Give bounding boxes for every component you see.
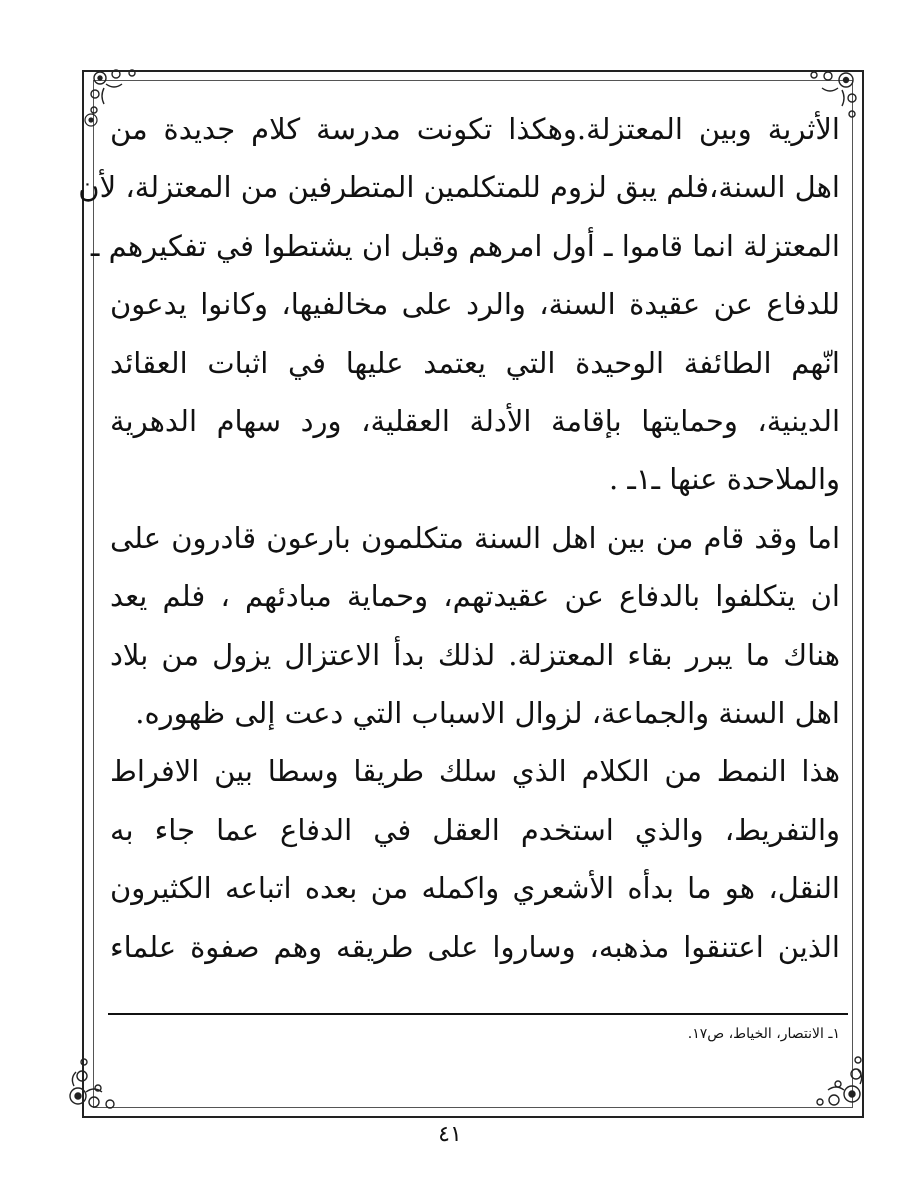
text-line: اهل السنة والجماعة، لزوال الاسباب التي دعت إلى ظهوره. [135,696,840,731]
body-text [78,100,840,976]
ornament-side-icon [76,105,106,135]
text-line: اما وقد قام من بين اهل السنة متكلمون بارعون قادرون على [110,520,840,555]
paragraph [110,509,840,976]
text-line: النقل، هو ما بدأه الأشعري واكمله من بعده اتباعه الكثيرون [110,871,840,906]
text-line: الأثرية وبين المعتزلة.وهكذا تكونت مدرسة كلام جديدة من [110,112,840,146]
footnote: ١ـ الانتصار، الخياط، ص١٧. [687,1026,840,1042]
ornament-bottom-left-icon [60,1052,130,1112]
text-line: اهل السنة،فلم يبق لزوم للمتكلمين المتطرفين من المعتزلة، لأن [78,170,840,205]
text-line: هناك ما يبرر بقاء المعتزلة. لذلك بدأ الاعتزال يزول من بلاد [110,637,840,672]
text-line: الدينية، وحمايتها بإقامة الأدلة العقلية، ورد سهام الدهرية [110,404,840,439]
text-line: والتفريط، والذي استخدم العقل في الدفاع عما جاء به [110,812,840,847]
page-number: ٤١ [438,1122,462,1147]
text-line: هذا النمط من الكلام الذي سلك طريقا وسطا بين الافراط [110,754,840,789]
text-line: والملاحدة عنها ـ١ـ . [608,462,840,497]
text-line: انّهم الطائفة الوحيدة التي يعتمد عليها في اثبات العقائد [110,345,840,380]
footnote-divider [108,1013,848,1015]
text-line: الذين اعتنقوا مذهبه، وساروا على طريقه وهم صفوة علماء [110,929,840,964]
text-line: للدفاع عن عقيدة السنة، والرد على مخالفيها، وكانوا يدعون [110,287,840,322]
text-line: ان يتكلفوا بالدفاع عن عقيدتهم، وحماية مبادئهم ، فلم يعد [110,579,840,614]
paragraph [78,100,840,509]
ornament-bottom-right-icon [808,1048,878,1108]
text-line: المعتزلة انما قاموا ـ أول امرهم وقبل ان يشتطوا في تفكيرهم ـ [90,228,840,263]
